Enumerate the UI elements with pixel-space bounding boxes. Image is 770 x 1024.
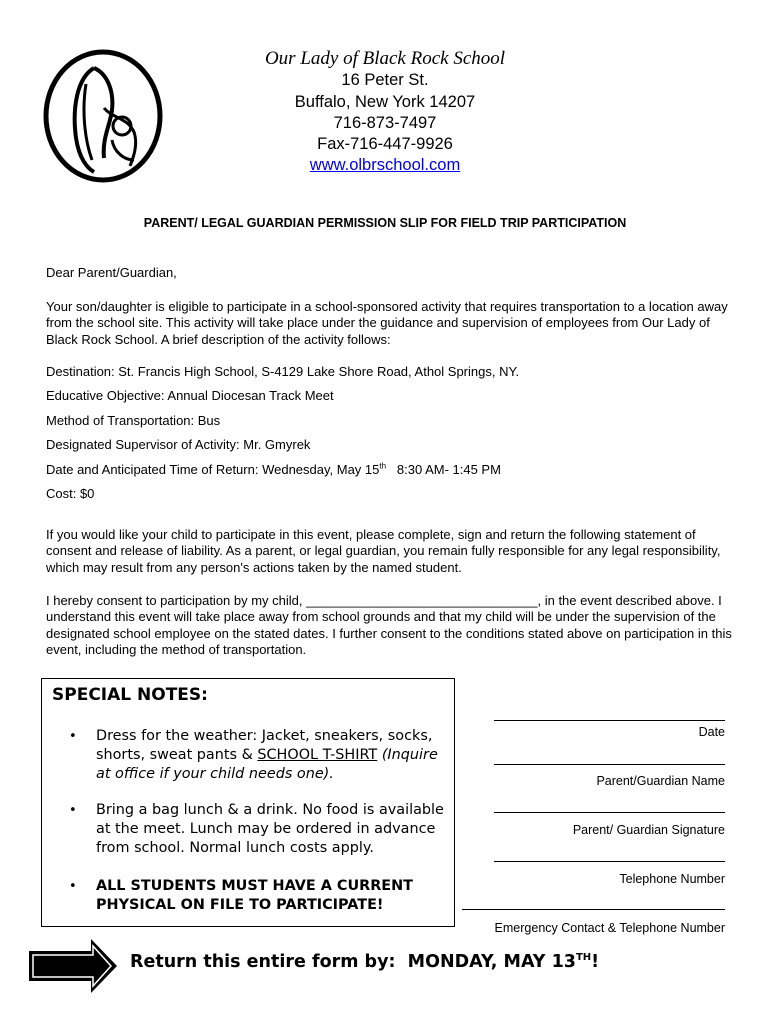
- objective-line: Educative Objective: Annual Diocesan Track Meet: [46, 388, 334, 403]
- cost-line: Cost: $0: [46, 486, 95, 501]
- greeting: Dear Parent/Guardian,: [46, 265, 177, 280]
- phone-number: 716-873-7497: [333, 114, 437, 132]
- fax-number: Fax-716-447-9926: [317, 135, 453, 153]
- note-physical-text: ALL STUDENTS MUST HAVE A CURRENT PHYSICAL ON FILE TO PARTICIPATE!: [96, 878, 413, 913]
- date-return-time: 8:30 AM- 1:45 PM: [386, 462, 501, 477]
- date-return-line: [46, 462, 736, 478]
- date-return-suffix-sup: th: [379, 461, 387, 471]
- school-logo: [42, 48, 164, 184]
- consent-paragraph: I hereby consent to participation by my child, ________________________________, in the event described above. I understand this event will take place away from school grounds and that my child will be under the supervision of the designated school employee on the stated dates. I further consent to the conditions stated above on participation in this event, including the method of transportation.: [46, 593, 732, 657]
- bullet-icon: •: [69, 803, 77, 818]
- note-physical: [69, 877, 446, 915]
- bullet-icon: •: [69, 879, 77, 894]
- participation-paragraph: If you would like your child to participate in this event, please complete, sign and return the following statement of consent and release of liability. As a parent, or legal guardian, you remain fully responsible for any legal responsibility, which may result from any person's actions taken by the named student.: [46, 527, 721, 575]
- guardian-name-label: Parent/Guardian Name: [596, 774, 725, 788]
- destination-line: Destination: St. Francis High School, S-4129 Lake Shore Road, Athol Springs, NY.: [46, 364, 520, 379]
- arrow-right-icon: [27, 937, 119, 995]
- transportation-line: Method of Transportation: Bus: [46, 413, 221, 428]
- return-deadline-end: !: [591, 952, 600, 972]
- return-deadline-text: Return this entire form by: MONDAY, MAY 13: [130, 952, 576, 972]
- guardian-signature-line[interactable]: [494, 812, 725, 813]
- emergency-contact-line[interactable]: [462, 909, 725, 910]
- guardian-signature-label: Parent/ Guardian Signature: [572, 823, 725, 837]
- telephone-line[interactable]: [494, 861, 725, 862]
- guardian-name-line[interactable]: [494, 764, 725, 765]
- note-lunch: [69, 801, 446, 858]
- school-name: Our Lady of Black Rock School: [264, 48, 506, 69]
- note-dress-inquire: (Inquire at office if your child needs one).: [96, 747, 438, 782]
- return-deadline-sup: TH: [575, 952, 592, 964]
- note-lunch-text: Bring a bag lunch & a drink. No food is available at the meet. Lunch may be ordered in advance from school. Normal lunch costs apply.: [96, 802, 444, 856]
- website-link[interactable]: www.olbrschool.com: [309, 156, 461, 174]
- form-title: PARENT/ LEGAL GUARDIAN PERMISSION SLIP FOR FIELD TRIP PARTICIPATION: [143, 216, 627, 230]
- special-notes-box: [41, 678, 455, 927]
- supervisor-line: Designated Supervisor of Activity: Mr. Gmyrek: [46, 437, 311, 452]
- note-dress-shirt: SCHOOL T-SHIRT: [257, 747, 378, 763]
- return-deadline: [130, 952, 599, 972]
- note-dress: [69, 727, 446, 784]
- emergency-contact-label: Emergency Contact & Telephone Number: [494, 921, 725, 935]
- date-label: Date: [698, 725, 725, 739]
- date-line[interactable]: [494, 720, 725, 721]
- note-dress-text: Dress for the weather: Jacket, sneakers, socks, shorts, sweat pants &: [96, 728, 433, 763]
- intro-paragraph: Your son/daughter is eligible to participate in a school-sponsored activity that requires transportation to a location away from the school site. This activity will take place under the guidance and supervision of employees from Our Lady of Black Rock School. A brief description of the activity follows:: [46, 299, 728, 347]
- bullet-icon: •: [69, 729, 77, 744]
- address-line-2: Buffalo, New York 14207: [294, 93, 476, 111]
- address-line-1: 16 Peter St.: [341, 71, 429, 89]
- telephone-label: Telephone Number: [619, 872, 725, 886]
- date-return-prefix: Date and Anticipated Time of Return: Wednesday, May 15: [46, 462, 380, 477]
- special-notes-title: SPECIAL NOTES:: [52, 685, 208, 705]
